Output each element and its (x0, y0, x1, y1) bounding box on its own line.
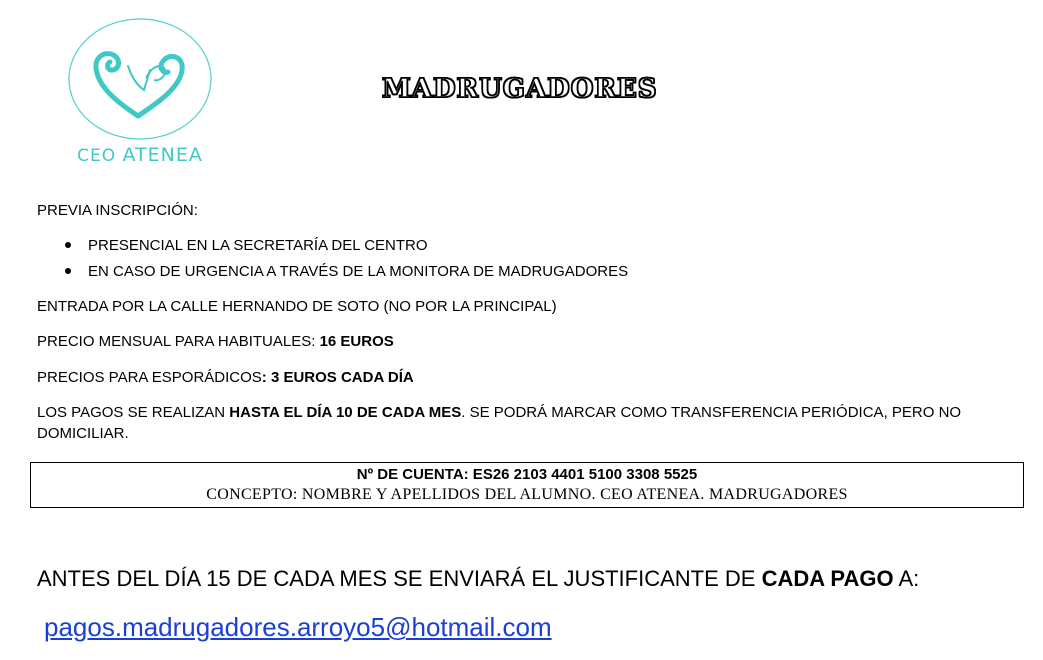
list-item: PRESENCIAL EN LA SECRETARÍA DEL CENTRO (65, 235, 628, 261)
justificante-text (37, 565, 919, 593)
logo-name: ATENEA (122, 144, 203, 166)
pagos-pre: LOS PAGOS SE REALIZAN (37, 404, 230, 421)
inscripcion-heading: PREVIA INSCRIPCIÓN: (37, 202, 198, 219)
school-logo (60, 16, 220, 168)
precio-mensual-label: PRECIO MENSUAL PARA HABITUALES: (37, 333, 320, 350)
account-box (30, 462, 1024, 508)
precio-mensual (37, 331, 394, 352)
logo-prefix: CEO (77, 146, 117, 166)
account-number: Nº DE CUENTA: ES26 2103 4401 5100 3308 5525 (356, 466, 698, 483)
payment-concept: CONCEPTO: NOMBRE Y APELLIDOS DEL ALUMNO. CEO ATENEA. MADRUGADORES (206, 486, 848, 503)
list-item: EN CASO DE URGENCIA A TRAVÉS DE LA MONITORA DE MADRUGADORES (65, 261, 628, 287)
inscripcion-list (65, 235, 628, 287)
page-title: MADRUGADORES (382, 74, 658, 104)
precio-esporadicos (37, 367, 414, 388)
heart-swirl-logo-icon (60, 16, 220, 146)
email-link[interactable]: pagos.madrugadores.arroyo5@hotmail.com (44, 612, 552, 642)
precio-esporadicos-value: : 3 EUROS CADA DÍA (261, 369, 414, 386)
justificante-pre: ANTES DEL DÍA 15 DE CADA MES SE ENVIARÁ EL JUSTIFICANTE DE (37, 566, 762, 591)
entrada-text: ENTRADA POR LA CALLE HERNANDO DE SOTO (NO POR LA PRINCIPAL) (37, 298, 557, 315)
justificante-post: A: (893, 566, 920, 591)
precio-mensual-value: 16 EUROS (319, 333, 394, 350)
justificante-bold: CADA PAGO (761, 566, 894, 591)
pagos-post: . SE PODRÁ MARCAR COMO TRANSFERENCIA PERIÓDICA, PERO NO DOMICILIAR. (37, 404, 962, 442)
logo-text (60, 144, 220, 166)
pagos-text (37, 402, 1007, 444)
pagos-bold: HASTA EL DÍA 10 DE CADA MES (229, 404, 462, 421)
precio-esporadicos-label: PRECIOS PARA ESPORÁDICOS (37, 369, 262, 386)
